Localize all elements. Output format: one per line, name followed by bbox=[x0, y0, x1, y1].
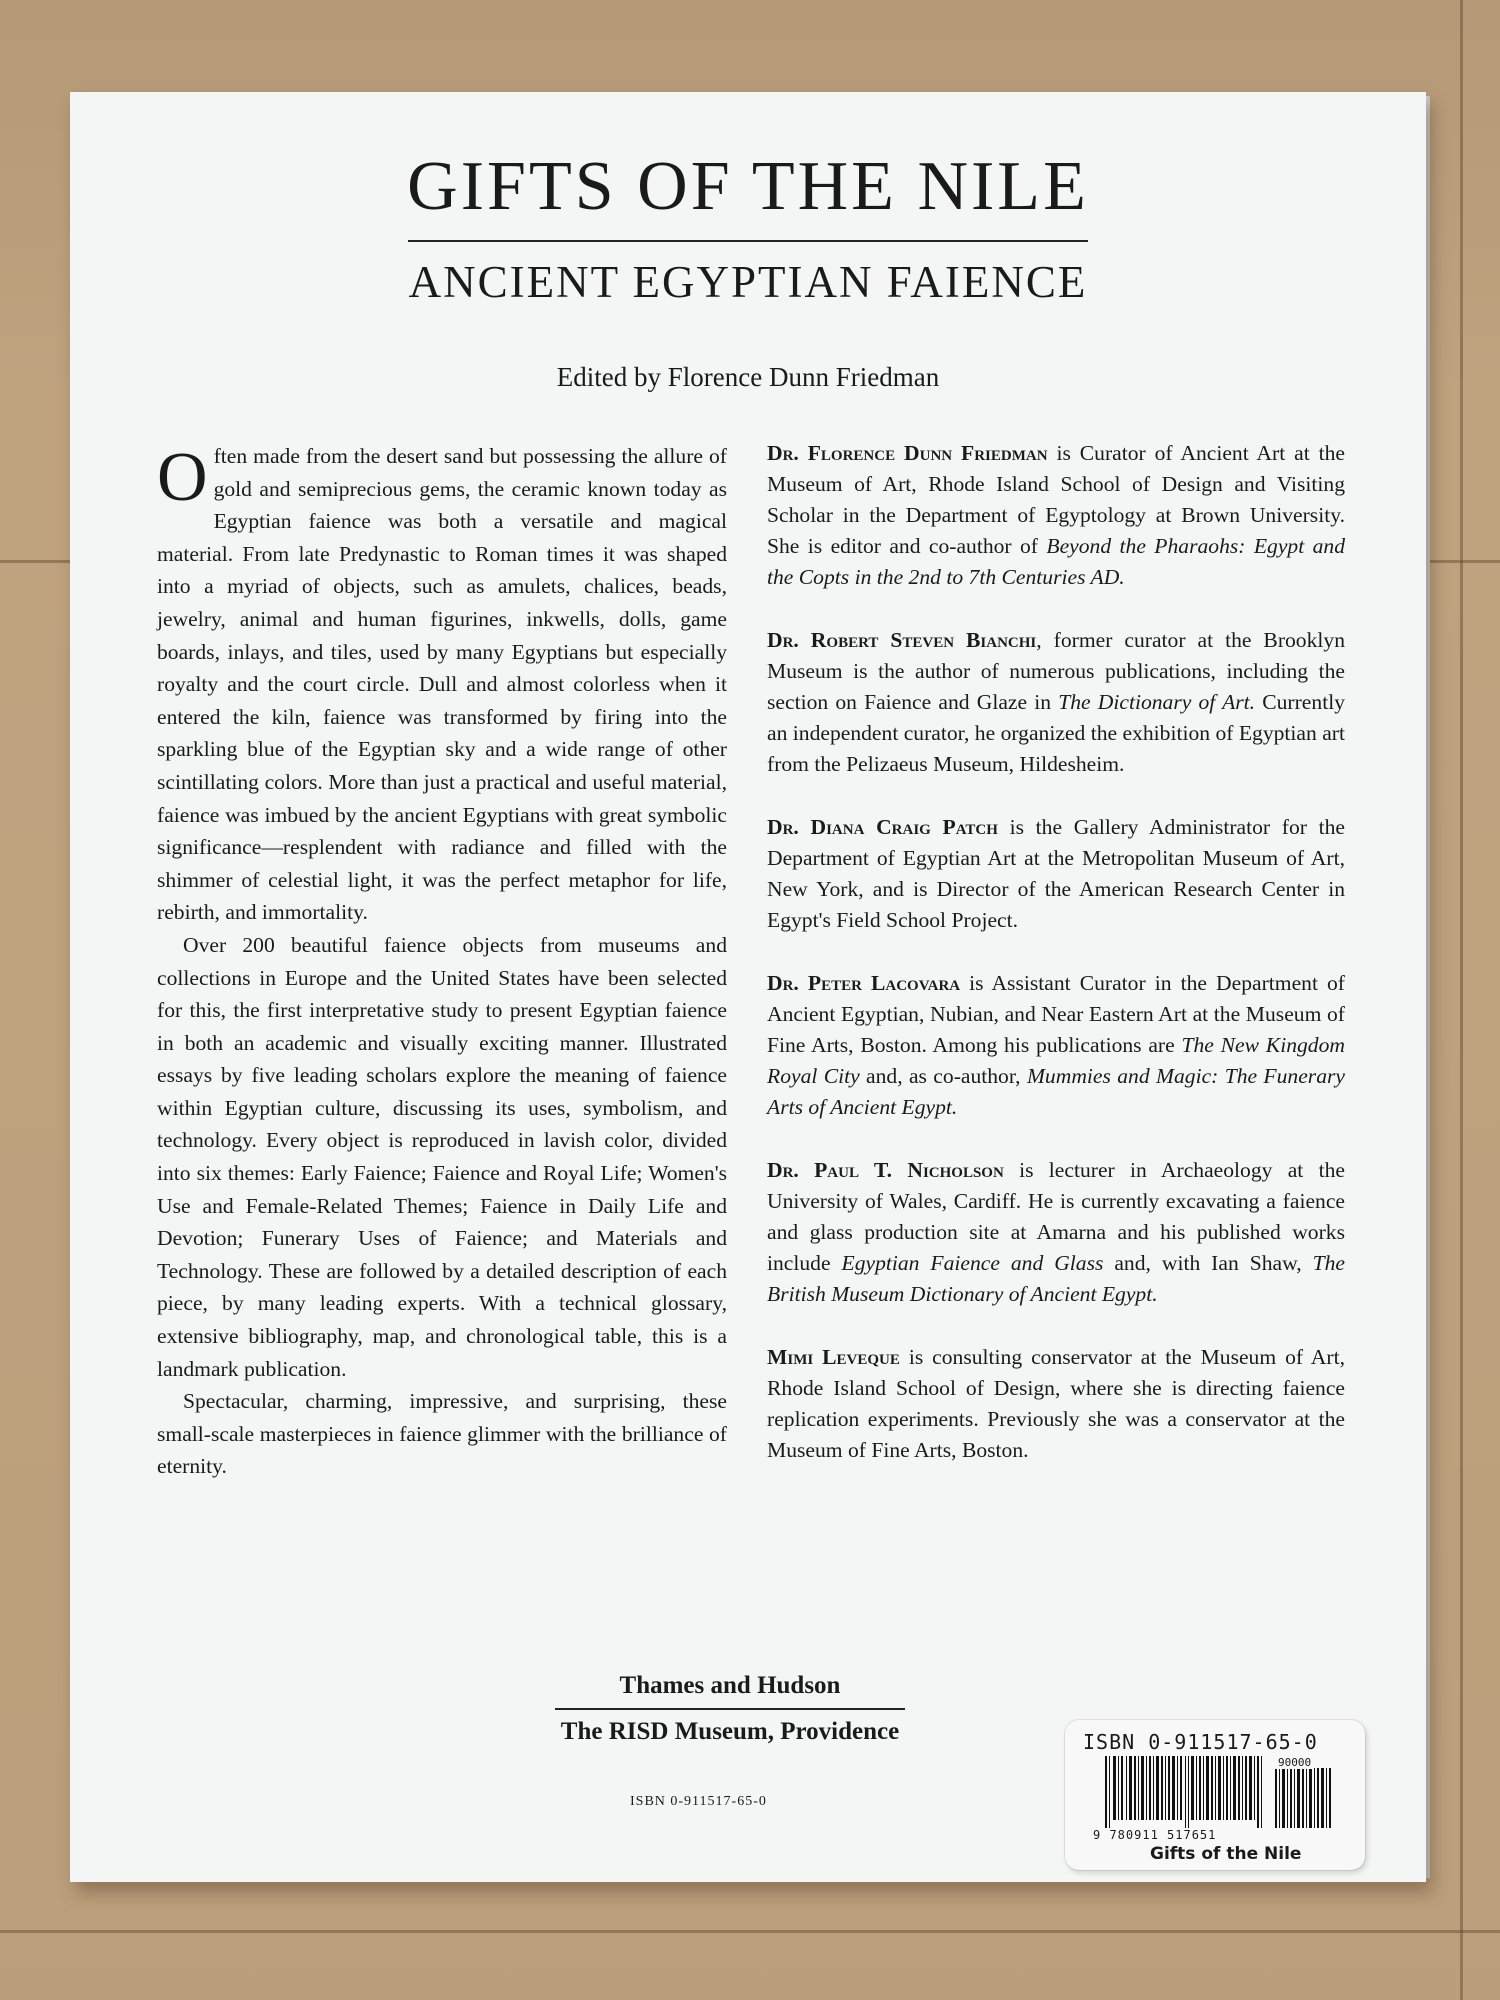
barcode-sticker bbox=[1065, 1720, 1365, 1870]
bio-title: The New Kingdom Royal City bbox=[767, 1033, 1345, 1088]
sticker-title: Gifts of the Nile bbox=[1150, 1844, 1302, 1864]
book-subtitle: ANCIENT EGYPTIAN FAIENCE bbox=[408, 257, 1088, 307]
bio-title: Beyond the Pharaohs: Egypt and the Copts in the 2nd to 7th Centuries AD. bbox=[767, 534, 1345, 589]
bio-text: is Assistant Curator in the Department of Ancient Egyptian, Nubian, and Near Eastern Art at the Museum of Fine Arts, Boston. Among his publications are bbox=[767, 971, 1345, 1057]
contributor-name: Dr. Peter Lacovara bbox=[767, 971, 961, 995]
title-divider bbox=[408, 240, 1088, 242]
contributor-bio bbox=[767, 438, 1345, 593]
bio-text: , former curator at the Brooklyn Museum is the author of numerous publications, including the section on Faience and Glaze in bbox=[767, 628, 1345, 714]
contributors-column bbox=[767, 438, 1345, 1498]
table-seam bbox=[1460, 0, 1463, 2000]
sticker-isbn: ISBN 0-911517-65-0 bbox=[1083, 1730, 1318, 1754]
bio-title: Egyptian Faience and Glass bbox=[841, 1251, 1104, 1275]
bio-text: is consulting conservator at the Museum of Art, Rhode Island School of Design, where she is directing faience replication experiments. Previously she was a conservator at the Museum of Fine Arts, Boston. bbox=[767, 1345, 1345, 1462]
contributor-name: Dr. Florence Dunn Friedman bbox=[767, 441, 1048, 465]
contributor-bio bbox=[767, 1155, 1345, 1310]
isbn-printed: ISBN 0-911517-65-0 bbox=[630, 1794, 767, 1809]
description-paragraph bbox=[157, 440, 727, 929]
description-column bbox=[157, 440, 727, 1483]
bio-text: is the Gallery Administrator for the Department of Egyptian Art at the Metropolitan Museum of Art, New York, and is Director of the American Research Center in Egypt's Field School Project. bbox=[767, 815, 1345, 932]
description-paragraph: Spectacular, charming, impressive, and surprising, these small-scale masterpieces in faience glimmer with the brilliance of eternity. bbox=[157, 1389, 727, 1479]
publisher-block bbox=[555, 1672, 905, 1746]
editor-credit: Edited by Florence Dunn Friedman bbox=[556, 362, 940, 392]
drop-cap: O bbox=[157, 439, 208, 516]
price-code: 90000 bbox=[1275, 1756, 1314, 1769]
bio-title: The Dictionary of Art. bbox=[1058, 690, 1256, 714]
contributor-name: Dr. Diana Craig Patch bbox=[767, 815, 998, 839]
copublisher-name: The RISD Museum, Providence bbox=[560, 1717, 900, 1745]
contributor-name: Dr. Paul T. Nicholson bbox=[767, 1158, 1004, 1182]
publisher-divider bbox=[555, 1708, 905, 1710]
book-title: GIFTS OF THE NILE bbox=[407, 148, 1089, 225]
contributor-name: Mimi Leveque bbox=[767, 1345, 900, 1369]
contributor-bio bbox=[767, 1342, 1345, 1466]
book-back-cover bbox=[70, 92, 1426, 1882]
description-paragraph: Over 200 beautiful faience objects from museums and collections in Europe and the United States have been selected for this, the first interpretative study to present Egyptian faience in both an academic and visually exciting manner. Illustrated essays by five leading scholars explore the meaning of faience within Egyptian culture, discussing its uses, symbolism, and technology. Every object is reproduced in lavish color, divided into six themes: Early Faience; Faience and Royal Life; Women's Use and Female-Related Themes; Faience in Daily Life and Devotion; Funerary Uses of Faience; and Materials and Technology. These are followed by a detailed description of each piece, by many leading experts. With a technical glossary, extensive bibliography, map, and chronological table, this is a landmark publication. bbox=[157, 932, 727, 1381]
bio-text: Currently an independent curator, he organized the exhibition of Egyptian art from the Pelizaeus Museum, Hildesheim. bbox=[767, 690, 1345, 776]
contributor-bio bbox=[767, 968, 1345, 1123]
contributor-bio bbox=[767, 812, 1345, 936]
bio-title: The British Museum Dictionary of Ancient Egypt. bbox=[767, 1251, 1345, 1306]
paragraph-text: ften made from the desert sand but possessing the allure of gold and semiprecious gems, the ceramic known today as Egyptian faience was both a versatile and magical material. From late Predynastic to Roman times it was shaped into a myriad of objects, such as amulets, chalices, beads, jewelry, animal and human figurines, inkwells, dolls, game boards, inlays, and tiles, used by many Egyptians but especially royalty and the court circle. Dull and almost colorless when it entered the kiln, faience was transformed by firing into the sparkling blue of the Egyptian sky and a wide range of other scintillating colors. More than just a practical and useful material, faience was imbued by the ancient Egyptians with great symbolic significance—resplendent with radiance and filled with the shimmer of celestial light, it was the perfect metaphor for life, rebirth, and immortality. bbox=[157, 444, 727, 925]
table-seam bbox=[0, 1930, 1500, 1933]
ean-number: 9 780911 517651 bbox=[1093, 1828, 1217, 1842]
title-block bbox=[70, 148, 1426, 307]
bio-text: is Curator of Ancient Art at the Museum of Art, Rhode Island School of Design and Visiting Scholar in the Department of Egyptology at Brown University. She is editor and co-author of bbox=[767, 441, 1345, 558]
publisher-name: Thames and Hudson bbox=[619, 1672, 841, 1699]
contributor-bio bbox=[767, 625, 1345, 780]
bio-title: Mummies and Magic: The Funerary Arts of Ancient Egypt. bbox=[767, 1064, 1345, 1119]
bio-text: and, as co-author, bbox=[859, 1064, 1027, 1088]
bio-text: is lecturer in Archaeology at the University of Wales, Cardiff. He is currently excavating a faience and glass production site at Amarna and his published works include bbox=[767, 1158, 1345, 1275]
bio-text: and, with Ian Shaw, bbox=[1103, 1251, 1313, 1275]
contributor-name: Dr. Robert Steven Bianchi bbox=[767, 628, 1037, 652]
